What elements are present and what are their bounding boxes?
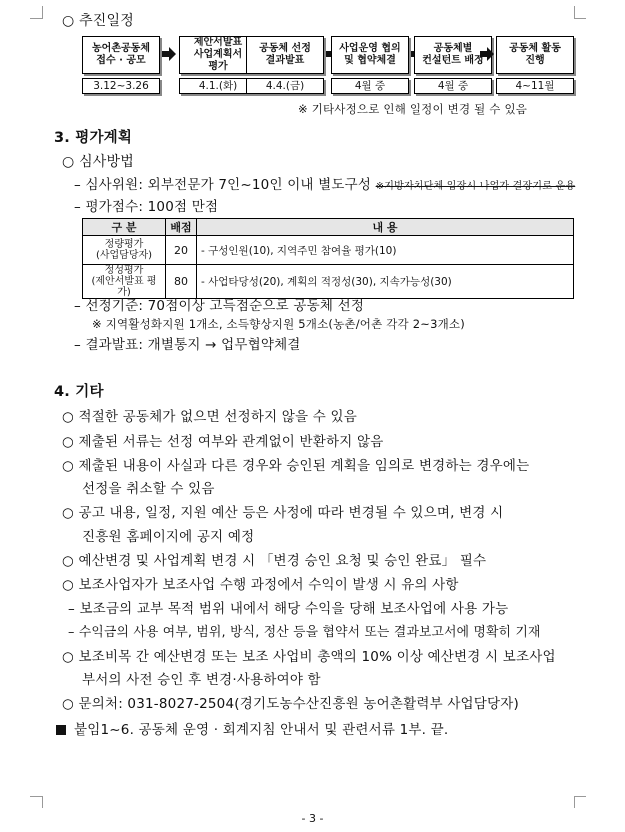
arrow-right-icon — [480, 47, 494, 61]
step-date: 4월 중 — [414, 78, 492, 94]
step-title: 공동체 활동 진행 — [496, 36, 574, 74]
section3-title: 3. 평가계획 — [54, 130, 133, 146]
crop-mark — [574, 6, 575, 18]
step-title: 제안서발표 사업계획서 평가 — [179, 36, 257, 74]
crop-mark — [574, 796, 586, 797]
crop-mark — [42, 6, 43, 19]
crop-mark — [574, 18, 586, 19]
list-subitem: – 보조금의 교부 목적 범위 내에서 해당 수익을 당해 보조사업에 사용 가능 — [68, 601, 509, 617]
method-heading: ○ 심사방법 — [62, 154, 134, 170]
step-date: 3.12~3.26 — [82, 78, 160, 94]
page-number: - 3 - — [301, 812, 324, 825]
criteria-line: – 선정기준: 70점이상 고득점순으로 공동체 선정 — [74, 298, 365, 314]
score-line: – 평가점수: 100점 만점 — [74, 199, 219, 215]
list-item: ○ 예산변경 및 사업계획 변경 시 「변경 승인 요청 및 승인 완료」 필수 — [62, 553, 487, 569]
step-date: 4.4.(금) — [246, 78, 324, 94]
step-date: 4~11월 — [496, 78, 574, 94]
table-cell-category: 정성평가 (제안서발표 평가) — [83, 265, 166, 299]
table-cell-content: - 사업타당성(20), 계획의 적정성(30), 지속가능성(30) — [197, 265, 574, 299]
black-square-icon — [56, 725, 66, 735]
table-cell-score: 20 — [166, 236, 197, 265]
arrow-right-icon — [162, 47, 176, 61]
list-item: ○ 보조사업자가 보조사업 수행 과정에서 수익이 발생 시 유의 사항 — [62, 577, 459, 593]
list-item: ○ 적절한 공동체가 없으면 선정하지 않을 수 있음 — [62, 409, 357, 425]
schedule-step — [331, 36, 409, 94]
crop-mark — [42, 796, 43, 808]
list-item-continued: 부서의 사전 승인 후 변경·사용하여야 함 — [82, 672, 321, 688]
list-subitem: – 수익금의 사용 여부, 범위, 방식, 정산 등을 협약서 또는 결과보고서에 명확히 기재 — [68, 625, 541, 640]
crop-mark — [30, 18, 42, 19]
list-item-continued: 선정을 취소할 수 있음 — [82, 481, 215, 497]
table-header: 구 분 — [83, 219, 166, 236]
method-line — [74, 173, 575, 193]
schedule-step — [414, 36, 492, 94]
schedule-note: ※ 기타사정으로 인해 일정이 변경 될 수 있음 — [298, 102, 528, 116]
table-cell-score: 80 — [166, 265, 197, 299]
table-header: 내 용 — [197, 219, 574, 236]
crop-mark — [30, 796, 42, 797]
schedule-step — [496, 36, 574, 94]
step-title: 공동체별 컨설턴트 배정 — [414, 36, 492, 74]
list-item: ○ 공고 내용, 일정, 지원 예산 등은 사정에 따라 변경될 수 있으며, 변경 시 — [62, 505, 504, 521]
table-cell-content: - 구성인원(10), 지역주민 참여율 평가(10) — [197, 236, 574, 265]
crop-mark — [574, 796, 575, 808]
step-title: 사업운영 협의 및 협약체결 — [331, 36, 409, 74]
attachment-text: 붙임1~6. 공동체 운영 · 회계지침 안내서 및 관련서류 1부. 끝. — [74, 722, 449, 738]
table-header: 배점 — [166, 219, 197, 236]
list-item: ○ 제출된 서류는 선정 여부와 관계없이 반환하지 않음 — [62, 434, 384, 450]
reviewers-note: ※지방자치단체 입장시 나업가 결장기로 운용 — [375, 181, 576, 192]
result-line: – 결과발표: 개별통지 → 업무협약체결 — [74, 337, 301, 353]
table-row — [83, 236, 574, 265]
schedule-heading: ○ 추진일정 — [62, 13, 134, 29]
step-title: 농어촌공동체 접수 · 공모 — [82, 36, 160, 74]
list-item: ○ 보조비목 간 예산변경 또는 보조 사업비 총액의 10% 이상 예산변경 시 보조사업 — [62, 649, 556, 665]
table-header-row — [83, 219, 574, 236]
list-item-continued: 진흥원 홈페이지에 공지 예정 — [82, 529, 255, 545]
step-date: 4.1.(화) — [179, 78, 257, 94]
step-date: 4월 중 — [331, 78, 409, 94]
schedule-step — [82, 36, 160, 94]
schedule-step — [246, 36, 324, 94]
list-item: ○ 문의처: 031-8027-2504(경기도농수산진흥원 농어촌활력부 사업담당자) — [62, 696, 519, 712]
table-cell-category: 정량평가 (사업담당자) — [83, 236, 166, 265]
evaluation-table — [82, 218, 574, 299]
step-title: 공동체 선정 결과발표 — [246, 36, 324, 74]
section4-title: 4. 기타 — [54, 384, 104, 400]
list-item: ○ 제출된 내용이 사실과 다른 경우와 승인된 계획을 임의로 변경하는 경우에는 — [62, 458, 530, 474]
reviewers-text: – 심사위원: 외부전문가 7인~10인 이내 별도구성 — [74, 177, 372, 193]
attachment-line — [56, 718, 448, 738]
criteria-note: ※ 지역활성화지원 1개소, 소득향상지원 5개소(농촌/어촌 각각 2~3개소) — [92, 317, 465, 331]
